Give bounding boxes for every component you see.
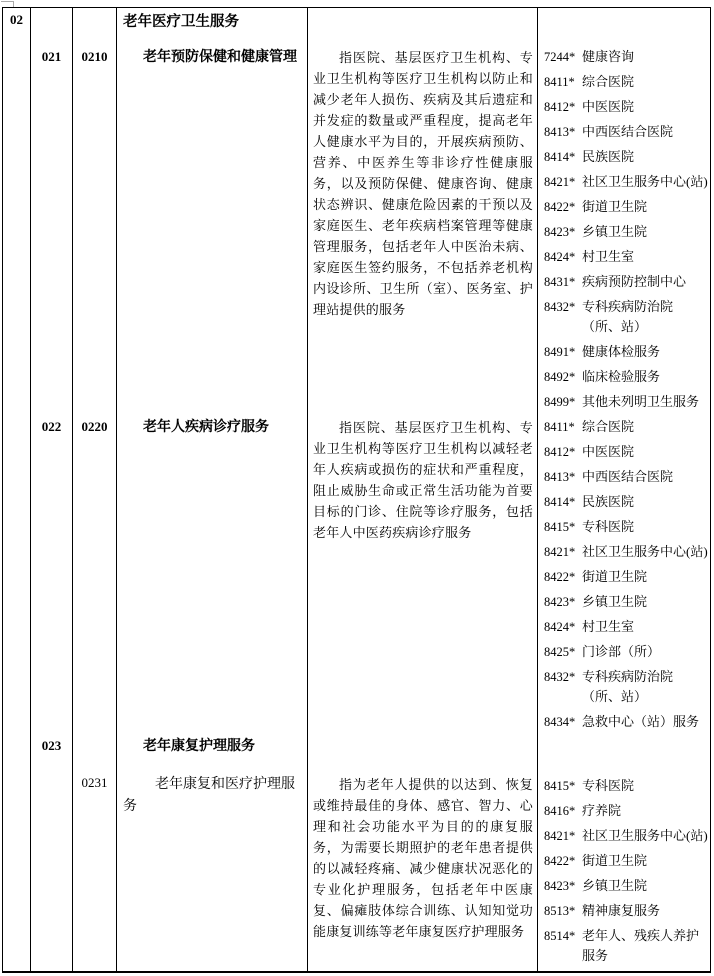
industry-code-entry <box>544 926 708 966</box>
industry-code-list <box>544 776 708 966</box>
industry-code-number: 8434* <box>544 715 576 730</box>
industry-code-number: 8422* <box>544 200 576 214</box>
industry-code-entry <box>544 442 708 462</box>
industry-code-label: 专科疾病防治院（所、站） <box>582 299 674 334</box>
industry-code-entry <box>544 97 708 117</box>
industry-code-entry <box>544 901 708 921</box>
industry-code-entry <box>544 222 708 242</box>
industry-code-label: 健康体检服务 <box>582 344 661 359</box>
cell-sub-code: 0231 <box>73 764 117 971</box>
table-row <box>3 408 710 730</box>
industry-code-number: 8411* <box>544 420 575 435</box>
industry-code-entry <box>544 667 708 707</box>
cell-description <box>308 38 538 408</box>
industry-code-entry <box>544 642 708 662</box>
industry-code-entry <box>544 776 708 796</box>
industry-code-entry <box>544 467 708 487</box>
cell-industry-codes <box>538 408 710 730</box>
cell-sub-code <box>73 8 117 38</box>
category-name-level3: 老年康复和医疗护理服务 <box>123 777 295 814</box>
category-description: 指医院、基层医疗卫生机构、专业卫生机构等医疗卫生机构以防止和减少老年人损伤、疾病及其后遗症和并发症的数量或严重程度，提高老年人健康水平为目的，开展疾病预防、营养、中医养生等非诊疗性健康服务，以及预防保健、健康咨询、健康状态辨识、健康危险因素的干预以及家庭医生、老年疾病档案管理等健康管理服务，包括老年人中医治未病、家庭医生签约服务，不包括养老机构内设诊所、卫生所（室）、医务室、护理站提供的服务 <box>313 50 533 317</box>
industry-code-number: 8514* <box>544 929 576 943</box>
cell-description <box>308 8 538 38</box>
industry-code-entry <box>544 801 708 821</box>
industry-code-entry <box>544 592 708 612</box>
cell-category-name <box>117 8 308 38</box>
industry-code-number: 8421* <box>544 829 576 843</box>
industry-code-entry <box>544 297 708 337</box>
industry-code-number: 8422* <box>544 570 576 585</box>
industry-code-entry <box>544 342 708 362</box>
industry-code-number: 8416* <box>544 804 576 818</box>
industry-code-number: 8421* <box>544 175 576 189</box>
industry-code-number: 8423* <box>544 595 576 610</box>
industry-code-label: 社区卫生服务中心(站) <box>582 174 708 189</box>
cell-mid-code <box>31 8 73 38</box>
cell-mid-code: 022 <box>31 408 73 730</box>
industry-code-label: 精神康复服务 <box>582 903 661 918</box>
industry-code-number: 8415* <box>544 520 576 535</box>
industry-code-label: 街道卫生院 <box>582 569 648 585</box>
cell-major-code <box>3 408 31 730</box>
industry-code-entry <box>544 492 708 512</box>
industry-code-label: 乡镇卫生院 <box>582 878 648 893</box>
cell-major-code <box>3 764 31 971</box>
category-name-level2: 老年预防保健和健康管理 <box>143 50 297 65</box>
industry-code-entry <box>544 72 708 92</box>
industry-code-entry <box>544 272 708 292</box>
industry-code-label: 中西医结合医院 <box>582 469 674 485</box>
industry-code-label: 街道卫生院 <box>582 199 648 214</box>
industry-code-entry <box>544 247 708 267</box>
cell-major-code <box>3 730 31 764</box>
industry-code-label: 村卫生室 <box>582 249 635 264</box>
industry-code-list <box>544 417 708 730</box>
industry-code-entry <box>544 542 708 562</box>
table-row <box>3 8 710 38</box>
industry-code-entry <box>544 851 708 871</box>
industry-code-label: 综合医院 <box>582 419 635 435</box>
industry-code-number: 8411* <box>544 75 575 89</box>
cell-category-name <box>117 730 308 764</box>
industry-code-entry <box>544 417 708 437</box>
industry-code-entry <box>544 712 708 730</box>
industry-code-label: 专科疾病防治院（所、站） <box>582 669 674 705</box>
category-description: 指医院、基层医疗卫生机构、专业卫生机构等医疗卫生机构以减轻老年人疾病或损伤的症状和严重程度，阻止威胁生命或正常生活功能为首要目标的门诊、住院等诊疗服务，包括老年人中医药疾病诊疗服务 <box>313 420 533 541</box>
industry-code-number: 8513* <box>544 904 576 918</box>
industry-code-label: 疗养院 <box>582 803 622 818</box>
industry-code-label: 老年人、残疾人养护服务 <box>582 928 700 963</box>
cell-major-code <box>3 38 31 408</box>
industry-code-label: 中医医院 <box>582 444 635 460</box>
industry-code-number: 8414* <box>544 150 576 164</box>
industry-code-label: 乡镇卫生院 <box>582 594 648 610</box>
cell-industry-codes <box>538 764 710 971</box>
industry-code-number: 7244* <box>544 50 576 64</box>
industry-code-entry <box>544 122 708 142</box>
industry-code-entry <box>544 826 708 846</box>
industry-code-number: 8421* <box>544 545 576 560</box>
industry-code-number: 8423* <box>544 879 576 893</box>
table-row <box>3 38 710 408</box>
industry-code-entry <box>544 392 708 408</box>
industry-code-entry <box>544 147 708 167</box>
industry-code-number: 8432* <box>544 670 576 685</box>
industry-code-entry <box>544 367 708 387</box>
industry-code-label: 专科医院 <box>582 778 635 793</box>
industry-code-label: 社区卫生服务中心(站) <box>582 828 708 843</box>
cell-sub-code: 0210 <box>73 38 117 408</box>
cell-major-code: 02 <box>3 8 31 38</box>
industry-code-number: 8499* <box>544 395 576 409</box>
category-name-level2: 老年康复护理服务 <box>143 739 255 754</box>
industry-code-label: 综合医院 <box>582 74 635 89</box>
industry-code-entry <box>544 876 708 896</box>
industry-code-label: 街道卫生院 <box>582 853 648 868</box>
industry-code-number: 8425* <box>544 645 576 660</box>
cell-industry-codes <box>538 38 710 408</box>
cell-industry-codes <box>538 730 710 764</box>
industry-code-number: 8422* <box>544 854 576 868</box>
industry-code-entry <box>544 617 708 637</box>
industry-code-number: 8491* <box>544 345 576 359</box>
industry-code-label: 社区卫生服务中心(站) <box>582 544 708 560</box>
industry-code-label: 村卫生室 <box>582 619 635 635</box>
industry-code-label: 中医医院 <box>582 99 635 114</box>
cell-category-name <box>117 764 308 971</box>
cell-sub-code: 0220 <box>73 408 117 730</box>
industry-code-label: 乡镇卫生院 <box>582 224 648 239</box>
industry-code-label: 专科医院 <box>582 519 635 535</box>
cell-mid-code <box>31 764 73 971</box>
cell-category-name <box>117 408 308 730</box>
industry-code-number: 8414* <box>544 495 576 510</box>
category-name-level1: 老年医疗卫生服务 <box>123 14 239 30</box>
industry-code-label: 民族医院 <box>582 149 635 164</box>
industry-code-number: 8412* <box>544 445 576 460</box>
cell-sub-code <box>73 730 117 764</box>
industry-code-entry <box>544 517 708 537</box>
industry-code-label: 民族医院 <box>582 494 635 510</box>
cell-industry-codes <box>538 8 710 38</box>
industry-code-number: 8492* <box>544 370 576 384</box>
industry-code-number: 8424* <box>544 250 576 264</box>
industry-code-number: 8423* <box>544 225 576 239</box>
industry-code-number: 8413* <box>544 470 576 485</box>
industry-code-label: 中西医结合医院 <box>582 124 674 139</box>
category-description: 指为老年人提供的以达到、恢复或维持最佳的身体、感官、智力、心理和社会功能水平为目的的康复服务，为需要长期照护的老年患者提供的以减轻疼痛、减少健康状况恶化的专业化护理服务，包括老年中医康复、偏瘫肢体综合训练、认知知觉功能康复训练等老年康复医疗护理服务 <box>313 777 533 939</box>
cell-mid-code: 021 <box>31 38 73 408</box>
industry-code-label: 健康咨询 <box>582 49 635 64</box>
industry-code-entry <box>544 172 708 192</box>
industry-code-number: 8431* <box>544 275 576 289</box>
cell-description <box>308 730 538 764</box>
industry-code-number: 8424* <box>544 620 576 635</box>
industry-code-entry <box>544 567 708 587</box>
industry-code-label: 急救中心（站）服务 <box>582 714 700 730</box>
cell-mid-code: 023 <box>31 730 73 764</box>
table-row <box>3 730 710 764</box>
industry-code-label: 疾病预防控制中心 <box>582 274 687 289</box>
classification-table <box>2 7 711 973</box>
cell-description <box>308 408 538 730</box>
industry-code-list <box>544 47 708 408</box>
cell-description <box>308 764 538 971</box>
industry-code-number: 8412* <box>544 100 576 114</box>
industry-code-number: 8415* <box>544 779 576 793</box>
industry-code-label: 临床检验服务 <box>582 369 661 384</box>
cell-category-name <box>117 38 308 408</box>
table-row <box>3 764 710 971</box>
industry-code-number: 8413* <box>544 125 576 139</box>
industry-code-label: 门诊部（所） <box>582 644 661 660</box>
industry-code-entry <box>544 197 708 217</box>
industry-code-entry <box>544 47 708 67</box>
industry-code-number: 8432* <box>544 300 576 314</box>
category-name-level2: 老年人疾病诊疗服务 <box>143 420 269 436</box>
industry-code-label: 其他未列明卫生服务 <box>582 394 700 409</box>
